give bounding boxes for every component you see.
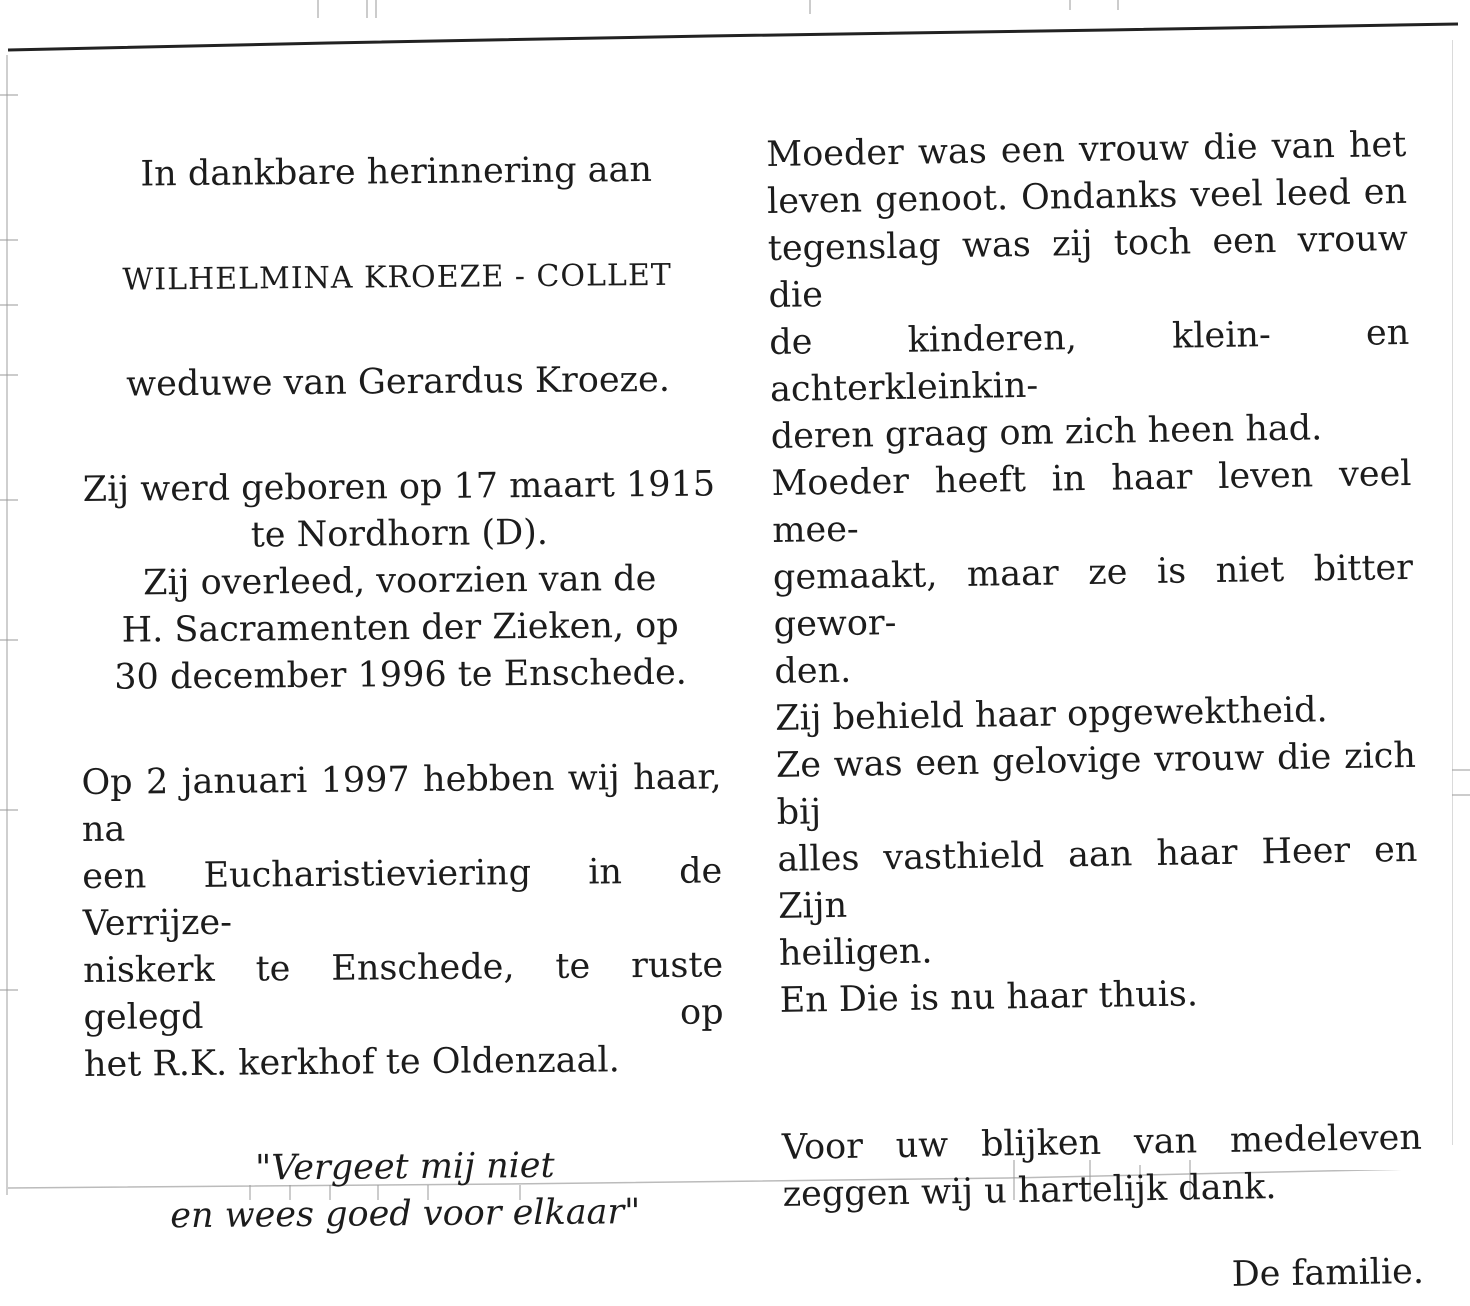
- birth-death-block: [79, 461, 721, 702]
- p1-line-3: tegenslag was zij toch een vrouw die: [767, 218, 1409, 316]
- right-column: [766, 122, 1424, 1306]
- p2-line-3: den.: [774, 650, 852, 692]
- p4-line-2: alles vasthield aan haar Heer en Zijn: [777, 829, 1418, 927]
- thanks-line-2: zeggen wij u hartelijk dank.: [782, 1167, 1277, 1215]
- card-left-edge: [6, 55, 8, 1195]
- card-top-edge: [8, 28, 1458, 68]
- p1-line-1: Moeder was een vrouw die van het: [766, 124, 1407, 175]
- burial-line-3: niskerk te Enschede, te ruste gelegd op: [82, 945, 724, 1038]
- signature: De familie.: [1231, 1251, 1425, 1295]
- p4-line-1: Ze was een gelovige vrouw die zich bij: [775, 735, 1417, 833]
- left-column: [76, 146, 725, 1241]
- burial-line-4: het R.K. kerkhof te Oldenzaal.: [83, 1040, 620, 1085]
- p2-line-1: Moeder heeft in haar leven veel mee-: [771, 453, 1412, 551]
- quote-line-1: "Vergeet mij niet: [254, 1145, 555, 1189]
- thanks-line-1: Voor uw blijken van medeleven: [781, 1117, 1423, 1168]
- intro-line: In dankbare herinnering aan: [140, 149, 653, 195]
- p1-line-2: leven genoot. Ondanks veel leed en: [766, 171, 1408, 222]
- burial-block: [81, 754, 724, 1089]
- p1-line-4: de kinderen, klein- en achterkleinkin-: [769, 312, 1410, 410]
- paragraph-1: [766, 122, 1411, 461]
- paragraph-3: Zij behield haar opgewektheid.: [774, 690, 1328, 739]
- paragraph-5: En Die is nu haar thuis.: [779, 974, 1199, 1021]
- death-line-1: Zij overleed, voorzien van de: [143, 558, 657, 604]
- quote-block: [85, 1141, 726, 1241]
- burial-line-1: Op 2 januari 1997 hebben wij haar, na: [81, 757, 722, 850]
- p2-line-2: gemaakt, maar ze is niet bitter gewor-: [772, 547, 1414, 645]
- birth-line-2: te Nordhorn (D).: [250, 512, 549, 556]
- p1-line-5: deren graag om zich heen had.: [770, 408, 1323, 457]
- death-line-3: 30 december 1996 te Enschede.: [114, 652, 687, 698]
- quote-line-2: en wees goed voor elkaar": [170, 1192, 641, 1237]
- p4-line-3: heiligen.: [778, 931, 933, 974]
- deceased-name: WILHELMINA KROEZE - COLLET: [122, 257, 672, 298]
- paragraph-4: [776, 733, 1420, 978]
- burial-line-2: een Eucharistieviering in de Verrijze-: [82, 851, 723, 944]
- widow-of-line: weduwe van Gerardus Kroeze.: [125, 359, 671, 405]
- death-line-2: H. Sacramenten der Zieken, op: [121, 605, 679, 651]
- birth-line-1: Zij werd geboren op 17 maart 1915: [82, 464, 716, 510]
- paragraph-2: [771, 451, 1415, 696]
- card-right-edge: [1452, 40, 1453, 1145]
- thanks-block: [782, 1115, 1423, 1219]
